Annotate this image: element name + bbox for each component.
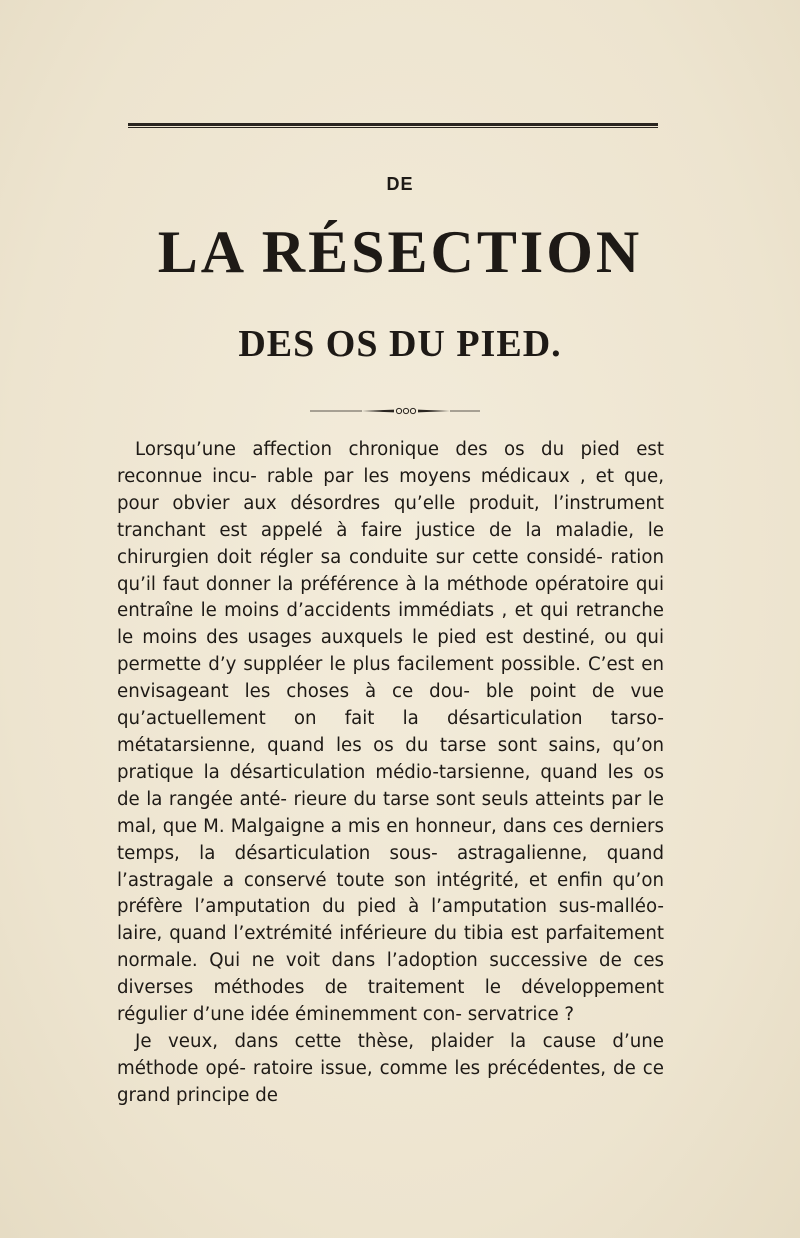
subtitle: DES OS DU PIED. [238, 323, 562, 365]
paragraph: Je veux, dans cette thèse, plaider la cause d’une méthode opé- ratoire issue, comme les précédentes, de ce grand principe de [117, 1030, 664, 1106]
top-double-rule [128, 123, 658, 128]
title-kicker: DE [386, 174, 414, 194]
ornament-divider-icon [310, 406, 480, 416]
body-text [117, 437, 664, 1110]
paragraph: Lorsqu’une affection chronique des os du pied est reconnue incu- rable par les moyens médicaux , et que, pour obvier aux désordres qu’elle produit, l’instrument tranchant est appelé à faire justice de la maladie, le chirurgien doit régler sa conduite sur cette considé- ration qu’il faut donner la préférence à la méthode opératoire qui entraîne le moins d’accidents immédiats , et qui retranche le moins des usages auxquels le pied est destiné, ou qui permette d’y suppléer le plus facilement possible. C’est en envisageant les choses à ce dou- ble point de vue qu’actuellement on fait la désarticulation tarso- métatarsienne, quand les os du tarse sont sains, qu’on pratique la désarticulation médio-tarsienne, quand les os de la rangée anté- rieure du tarse sont seuls atteints par le mal, que M. Malgaigne a mis en honneur, dans ces derniers temps, la désarticulation sous- astragalienne, quand l’astragale a conservé toute son intégrité, et enfin qu’on préfère l’amputation du pied à l’amputation sus-malléo- laire, quand l’extrémité inférieure du tibia est parfaitement normale. Qui ne voit dans l’adoption successive de ces diverses méthodes de traitement le développement régulier d’une idée éminemment con- servatrice ? [117, 439, 664, 1026]
main-title: LA RÉSECTION [157, 219, 643, 285]
